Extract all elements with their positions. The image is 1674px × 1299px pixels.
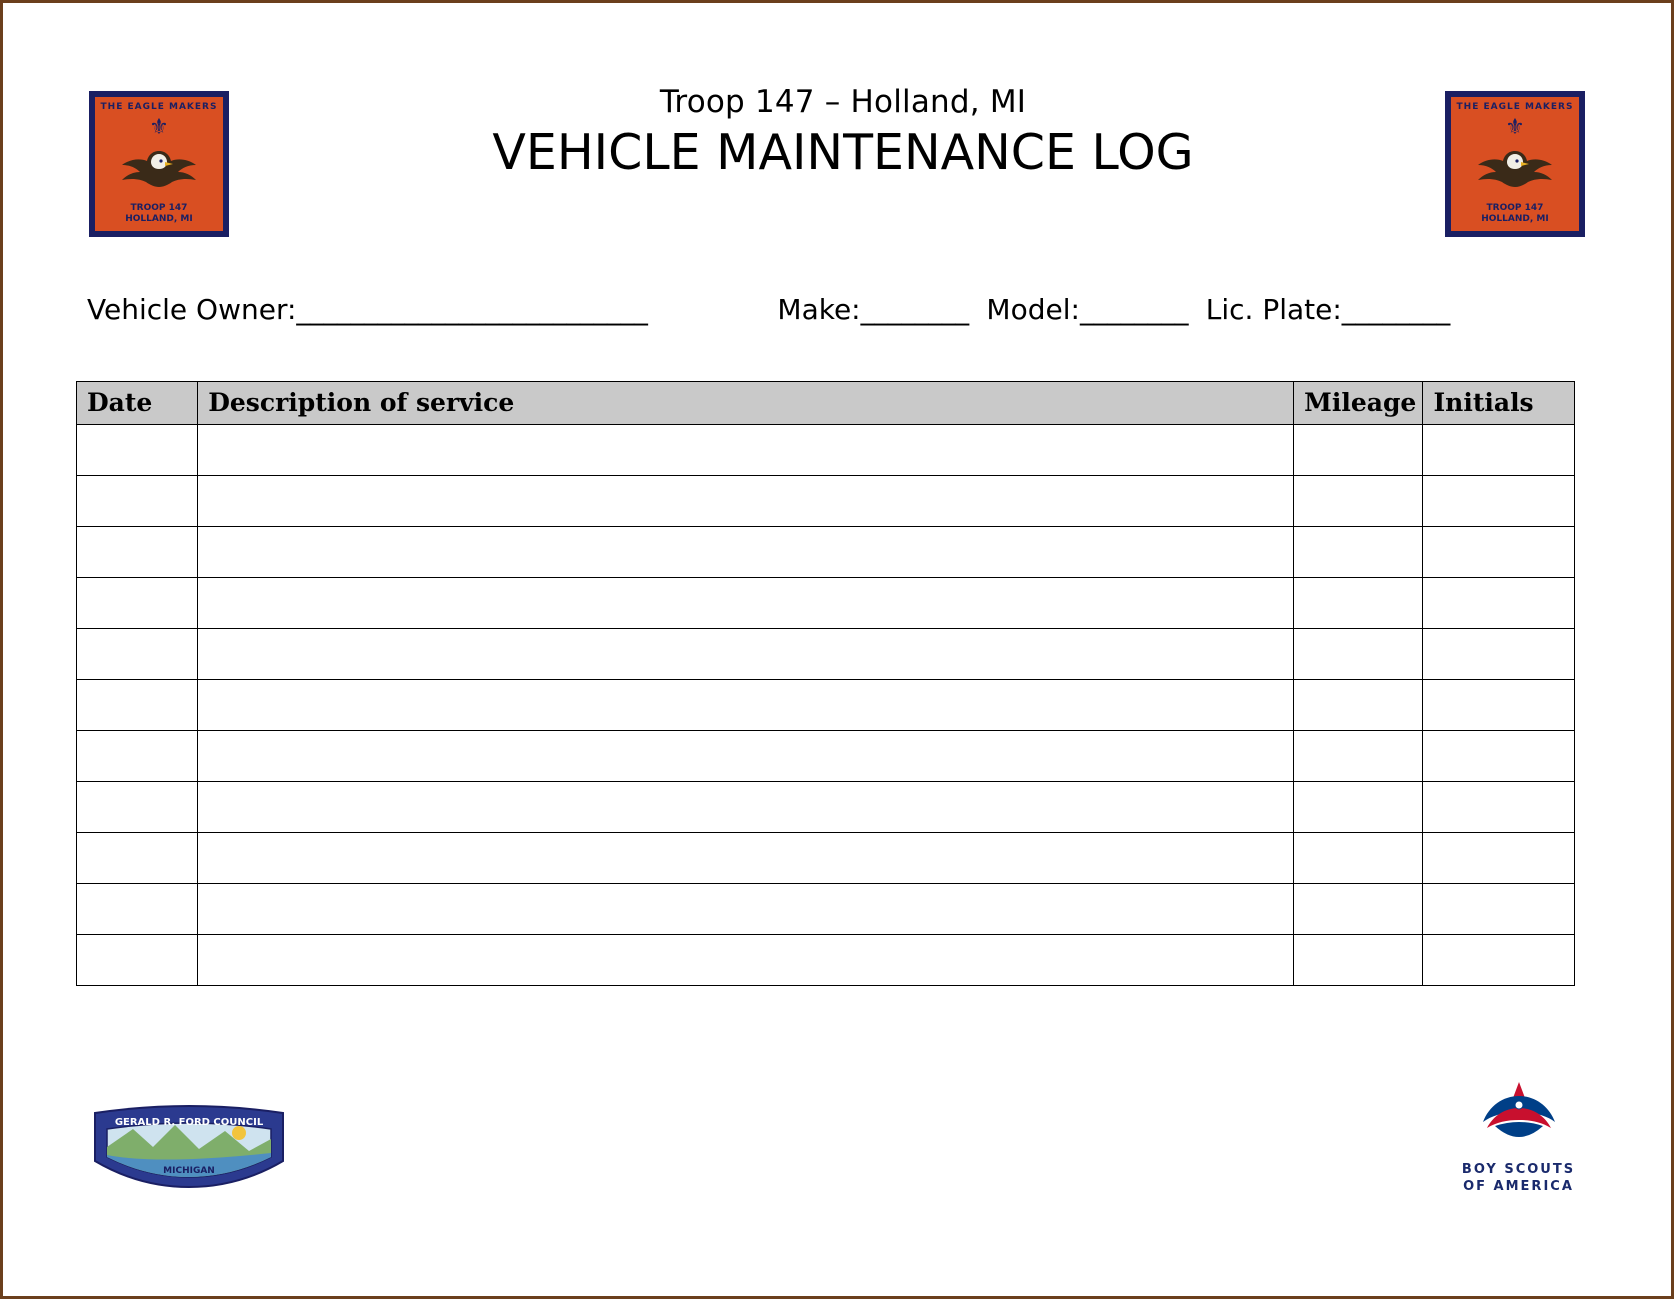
page-title: VEHICLE MAINTENANCE LOG (492, 124, 1194, 182)
cell-mileage[interactable] (1294, 680, 1423, 731)
cell-initials[interactable] (1423, 578, 1575, 629)
patch-bottom-text (1451, 203, 1579, 226)
patch-troop-line: TROOP 147 (130, 202, 188, 213)
fleur-de-lis-icon: ⚜ (1505, 115, 1525, 140)
column-header-date: Date (77, 382, 198, 425)
table-row (77, 833, 1575, 884)
cell-description[interactable] (198, 731, 1294, 782)
owner-label: Vehicle Owner: (87, 293, 297, 326)
cell-description[interactable] (198, 680, 1294, 731)
table-row (77, 578, 1575, 629)
cell-initials[interactable] (1423, 680, 1575, 731)
patch-city-line: HOLLAND, MI (1481, 213, 1549, 224)
cell-date[interactable] (77, 731, 198, 782)
cell-date[interactable] (77, 425, 198, 476)
maintenance-log-table (76, 381, 1575, 986)
table-row (77, 527, 1575, 578)
table-row (77, 935, 1575, 986)
cell-mileage[interactable] (1294, 935, 1423, 986)
cell-date[interactable] (77, 629, 198, 680)
column-header-mileage: Mileage (1294, 382, 1423, 425)
cell-description[interactable] (198, 527, 1294, 578)
table-row (77, 425, 1575, 476)
owner-input[interactable]: __________________________ (296, 293, 648, 326)
cell-date[interactable] (77, 578, 198, 629)
cell-date[interactable] (77, 680, 198, 731)
cell-description[interactable] (198, 935, 1294, 986)
cell-mileage[interactable] (1294, 629, 1423, 680)
fleur-de-lis-icon: ⚜ (149, 115, 169, 140)
cell-mileage[interactable] (1294, 476, 1423, 527)
cell-mileage[interactable] (1294, 578, 1423, 629)
cell-mileage[interactable] (1294, 527, 1423, 578)
cell-date[interactable] (77, 884, 198, 935)
table-row (77, 629, 1575, 680)
council-patch (89, 1103, 289, 1191)
cell-description[interactable] (198, 476, 1294, 527)
bsa-line-2: OF AMERICA (1463, 1179, 1574, 1195)
cell-mileage[interactable] (1294, 782, 1423, 833)
owner-field-group (87, 293, 647, 326)
table-row (77, 731, 1575, 782)
cell-description[interactable] (198, 884, 1294, 935)
model-input[interactable]: ________ (1079, 293, 1188, 326)
make-label: Make: (777, 293, 861, 326)
svg-text:GERALD R. FORD COUNCIL: GERALD R. FORD COUNCIL (114, 1117, 264, 1128)
patch-top-text: THE EAGLE MAKERS (1456, 102, 1574, 112)
cell-initials[interactable] (1423, 476, 1575, 527)
cell-initials[interactable] (1423, 425, 1575, 476)
svg-text:MICHIGAN: MICHIGAN (163, 1166, 215, 1176)
cell-initials[interactable] (1423, 629, 1575, 680)
cell-initials[interactable] (1423, 782, 1575, 833)
cell-initials[interactable] (1423, 833, 1575, 884)
make-input[interactable]: ________ (860, 293, 969, 326)
vehicle-field-group (777, 293, 1449, 326)
bsa-logo (1446, 1078, 1591, 1196)
cell-mileage[interactable] (1294, 884, 1423, 935)
title-block (303, 85, 1383, 181)
eagle-icon (116, 145, 202, 193)
troop-patch-left (89, 91, 229, 237)
table-header-row (77, 382, 1575, 425)
patch-city-line: HOLLAND, MI (125, 213, 193, 224)
table-header (77, 382, 1575, 425)
document-header (3, 63, 1671, 243)
cell-mileage[interactable] (1294, 425, 1423, 476)
eagle-icon (1472, 145, 1558, 193)
cell-date[interactable] (77, 527, 198, 578)
spacer-2 (1188, 293, 1206, 326)
table-row (77, 476, 1575, 527)
license-plate-label: Lic. Plate: (1205, 293, 1342, 326)
patch-troop-line: TROOP 147 (1486, 202, 1544, 213)
cell-initials[interactable] (1423, 884, 1575, 935)
patch-top-text: THE EAGLE MAKERS (100, 102, 218, 112)
cell-date[interactable] (77, 782, 198, 833)
cell-mileage[interactable] (1294, 833, 1423, 884)
table-body (77, 425, 1575, 986)
model-label: Model: (986, 293, 1080, 326)
document-subtitle: Troop 147 – Holland, MI (659, 84, 1027, 120)
column-header-initials: Initials (1423, 382, 1575, 425)
table-row (77, 782, 1575, 833)
troop-patch-right-art (1449, 95, 1581, 233)
vehicle-info-row (87, 293, 1587, 326)
table-row (77, 680, 1575, 731)
cell-mileage[interactable] (1294, 731, 1423, 782)
cell-date[interactable] (77, 935, 198, 986)
cell-description[interactable] (198, 782, 1294, 833)
cell-date[interactable] (77, 833, 198, 884)
cell-description[interactable] (198, 833, 1294, 884)
table-row (77, 884, 1575, 935)
cell-date[interactable] (77, 476, 198, 527)
column-header-description: Description of service (198, 382, 1294, 425)
bsa-wordmark (1446, 1161, 1591, 1196)
spacer-1 (969, 293, 987, 326)
bsa-emblem-icon (1459, 1078, 1579, 1154)
troop-patch-right (1445, 91, 1585, 237)
bsa-line-1: BOY SCOUTS (1461, 1161, 1576, 1177)
cell-initials[interactable] (1423, 935, 1575, 986)
cell-initials[interactable] (1423, 527, 1575, 578)
cell-initials[interactable] (1423, 731, 1575, 782)
cell-description[interactable] (198, 578, 1294, 629)
patch-bottom-text (95, 203, 223, 226)
troop-patch-left-art (93, 95, 225, 233)
cell-description[interactable] (198, 425, 1294, 476)
maintenance-log-table-wrapper (76, 381, 1575, 986)
license-plate-input[interactable]: ________ (1341, 293, 1450, 326)
council-patch-icon (89, 1103, 289, 1191)
cell-description[interactable] (198, 629, 1294, 680)
page-body (3, 3, 1671, 1296)
